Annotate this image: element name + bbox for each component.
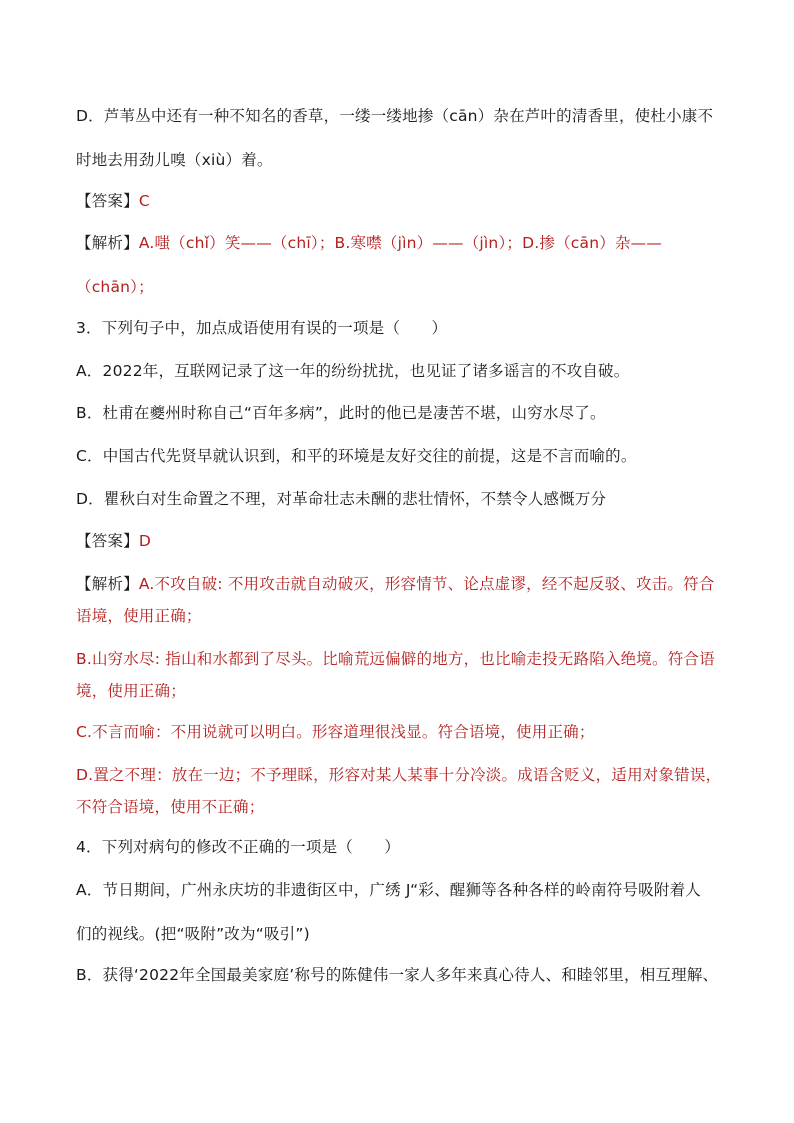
analysis-tag: 【解析】 [76,575,139,593]
analysis-q3-line7 [76,797,736,817]
analysis-q2-line2 [76,277,736,297]
answer-q3 [76,531,736,551]
analysis-q3-line1 [76,574,736,594]
text: 语境，使用正确； [76,607,202,625]
text: C.不言而喻：不用说就可以明白。形容道理很浅显。符合语境，使用正确； [76,723,595,741]
question-4 [76,837,736,857]
option-d-q3 [76,489,736,509]
option-a-q3 [76,361,736,381]
text: D．瞿秋白对生命置之不理，对革命壮志未酬的悲壮情怀，不禁令人感慨万分 [76,490,607,508]
answer-q2 [76,191,736,211]
text: 境，使用正确； [76,682,186,700]
analysis-q3-line5 [76,722,736,742]
option-c-q3 [76,446,736,466]
option-b-q4-line1 [76,965,736,985]
text: 不符合语境，使用不正确； [76,798,265,816]
answer-value: D [138,532,151,550]
text: 4．下列对病句的修改不正确的一项是（ ） [76,838,401,856]
analysis-q3-line6 [76,765,736,785]
analysis-text: A.不攻自破: 不用攻击就自动破灭，形容情节、论点虚谬，经不起反驳、攻击。符合 [138,575,715,593]
option-d-q2-line2 [76,150,736,170]
text: 3．下列句子中，加点成语使用有误的一项是（ ） [76,319,448,337]
text: （chān）； [76,278,154,296]
answer-tag: 【答案】 [76,192,139,210]
text: 时地去用劲儿嗅（xiù）着。 [76,151,273,169]
option-d-q2-line1 [76,106,736,126]
option-b-q3 [76,403,736,423]
text: B．获得‘2022年全国最美家庭’称号的陈健伟一家人多年来真心待人、和睦邻里，相互理解、 [76,966,719,984]
answer-value: C [138,192,150,210]
analysis-q3-line2 [76,606,736,626]
answer-tag: 【答案】 [76,532,139,550]
analysis-text: A.嗤（chǐ）笑——（chī）；B.寒噤（jìn）——（jìn）；D.掺（cān）杂—— [138,234,663,252]
analysis-q3-line3 [76,649,736,669]
analysis-tag: 【解析】 [76,234,139,252]
analysis-q2-line1 [76,233,736,253]
text: D.置之不理：放在一边；不予理睬，形容对某人某事十分冷淡。成语含贬义，适用对象错误， [76,766,722,784]
analysis-q3-line4 [76,681,736,701]
text: C．中国古代先贤早就认识到，和平的环境是友好交往的前提，这是不言而喻的。 [76,447,637,465]
question-3 [76,318,736,338]
option-a-q4-line2 [76,924,736,944]
text: A．节日期间，广州永庆坊的非遗街区中，广绣 J“彩、醒狮等各种各样的岭南符号吸附着人 [76,881,701,899]
text: D．芦苇丛中还有一种不知名的香草，一缕一缕地掺（cān）杂在芦叶的清香里，使杜小康不 [76,107,714,125]
text: B.山穷水尽: 指山和水都到了尽头。比喻荒远偏僻的地方，也比喻走投无路陷入绝境。符合语 [76,650,715,668]
text: 们的视线。(把“吸附”改为“吸引”) [76,925,310,943]
option-a-q4-line1 [76,880,736,900]
text: B．杜甫在夔州时称自己“百年多病”，此时的他已是凄苦不堪，山穷水尽了。 [76,404,606,422]
text: A．2022年，互联网记录了这一年的纷纷扰扰，也见证了诸多谣言的不攻自破。 [76,362,630,380]
